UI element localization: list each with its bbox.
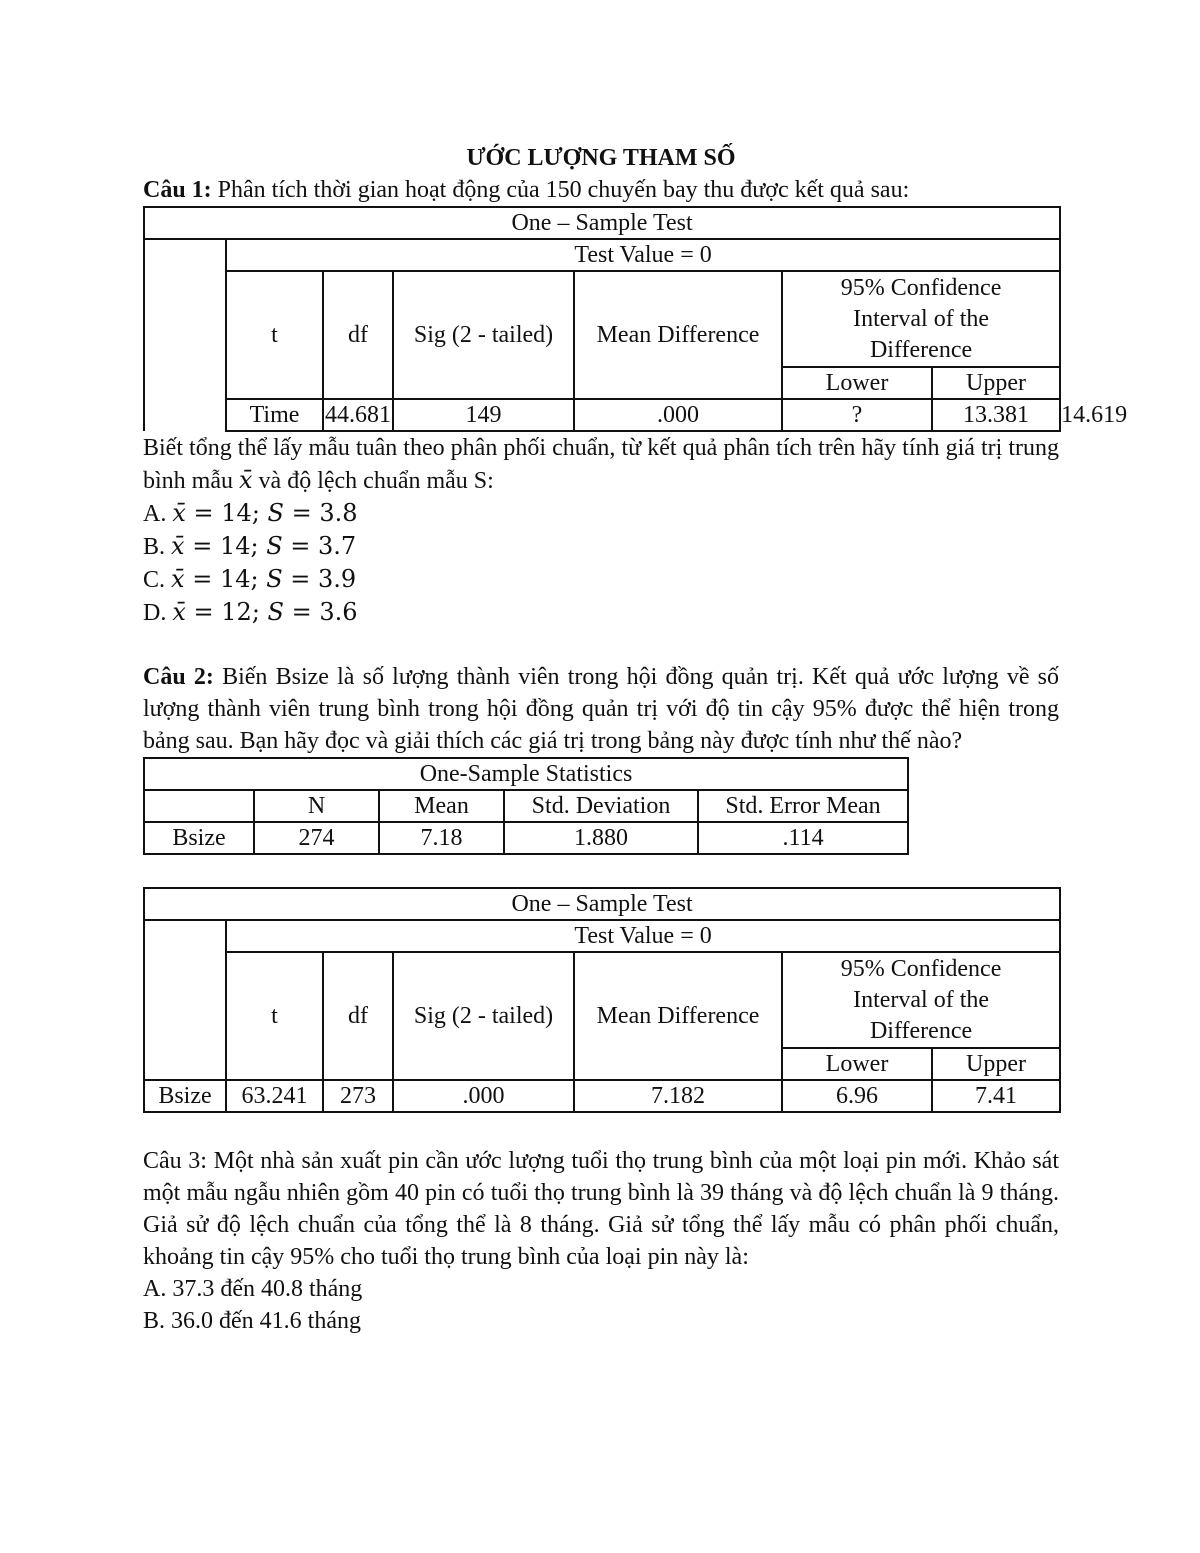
cell-lower: 13.381 bbox=[932, 399, 1060, 431]
table-row bbox=[144, 822, 908, 854]
table-row bbox=[144, 1080, 1060, 1112]
q2-one-sample-test-table bbox=[143, 887, 1061, 1113]
header-df: df bbox=[323, 271, 393, 399]
cell-mean-difference: 7.182 bbox=[574, 1080, 782, 1112]
option-xbar: 14 bbox=[219, 532, 251, 560]
option-letter: B. bbox=[143, 534, 166, 560]
xbar-symbol: x̄ bbox=[239, 466, 253, 494]
option-xbar: 14 bbox=[221, 499, 252, 527]
row-name: Bsize bbox=[144, 1080, 226, 1112]
answer-option-a: A. x̄ = 14; S = 3.8 bbox=[143, 499, 358, 527]
ci-line-2: Interval of the bbox=[853, 305, 990, 332]
header-upper: Upper bbox=[932, 367, 1060, 399]
header-n: N bbox=[254, 790, 379, 822]
cell-lower: 6.96 bbox=[782, 1080, 932, 1112]
cell-n: 274 bbox=[254, 822, 379, 854]
table-title: One – Sample Test bbox=[144, 888, 1060, 920]
cell-sig: .000 bbox=[574, 399, 782, 431]
header-lower: Lower bbox=[782, 1048, 932, 1080]
ci-line-1: 95% Confidence bbox=[840, 274, 1002, 301]
cell-upper: 7.41 bbox=[932, 1080, 1060, 1112]
test-value-header: Test Value = 0 bbox=[226, 239, 1060, 271]
question-2-label: Câu 2: bbox=[143, 664, 214, 690]
header-confidence-interval bbox=[782, 271, 1060, 367]
ci-line-3: Difference bbox=[869, 336, 973, 363]
answer-option-b: B. x̄ = 14; S = 3.7 bbox=[143, 532, 357, 560]
question-1-label: Câu 1: bbox=[143, 177, 212, 203]
header-mean: Mean bbox=[379, 790, 504, 822]
row-name: Time bbox=[226, 399, 323, 431]
answer-option-a: A. 37.3 đến 40.8 tháng bbox=[143, 1276, 363, 1302]
cell-sig: .000 bbox=[393, 1080, 574, 1112]
q2-one-sample-statistics-table bbox=[143, 757, 909, 855]
spacer bbox=[143, 629, 1059, 661]
option-letter: A. bbox=[143, 501, 167, 527]
cell-df: 273 bbox=[323, 1080, 393, 1112]
row-label-header bbox=[144, 790, 254, 822]
question-2-text: Biến Bsize là số lượng thành viên trong hội đồng quản trị. Kết quả ước lượng về số lượng thành viên trung bình trong hội đồng quản trị với độ tin cậy 95% được thể hiện trong bảng sau. Bạn hãy đọc và giải thích các giá trị trong bảng này được tính như thế nào? bbox=[143, 664, 1060, 754]
test-value-header: Test Value = 0 bbox=[226, 920, 1060, 952]
header-confidence-interval bbox=[782, 952, 1060, 1048]
ci-line-2: Interval of the bbox=[853, 986, 990, 1013]
header-sig: Sig (2 - tailed) bbox=[393, 271, 574, 399]
header-std-error-mean: Std. Error Mean bbox=[698, 790, 908, 822]
cell-t: 63.241 bbox=[226, 1080, 323, 1112]
header-t: t bbox=[226, 952, 323, 1080]
question-3-text: Câu 3: Một nhà sản xuất pin cần ước lượng tuổi thọ trung bình của một loại pin mới. Khảo sát một mẫu ngẫu nhiên gồm 40 pin có tuổi thọ trung bình là 39 tháng và độ lệch chuẩn là 9 tháng. Giả sử độ lệch chuẩn của tổng thể là 8 tháng. Giả sử tổng thể lấy mẫu có phân phối chuẩn, khoảng tin cậy 95% cho tuổi thọ trung bình của loại pin này là: bbox=[143, 1148, 1059, 1270]
row-label-header bbox=[144, 239, 226, 431]
header-mean-difference: Mean Difference bbox=[574, 952, 782, 1080]
option-letter: D. bbox=[143, 600, 167, 626]
answer-option-b: B. 36.0 đến 41.6 tháng bbox=[143, 1308, 361, 1334]
cell-df: 149 bbox=[393, 399, 574, 431]
table-row: Time 44.681 149 .000 ? 13.381 14.619 bbox=[144, 399, 1060, 431]
question-2-intro bbox=[143, 661, 1059, 757]
prompt-text-end: và độ lệch chuẩn mẫu S: bbox=[252, 468, 494, 494]
row-name: Bsize bbox=[144, 822, 254, 854]
ci-line-1: 95% Confidence bbox=[840, 955, 1002, 982]
header-std-deviation: Std. Deviation bbox=[504, 790, 698, 822]
header-lower: Lower bbox=[782, 367, 932, 399]
question-1-intro bbox=[143, 174, 1059, 206]
option-letter: C. bbox=[143, 567, 166, 593]
cell-mean-difference: ? bbox=[782, 399, 932, 431]
prompt-text: Biết tổng thể lấy mẫu tuân theo phân phối chuẩn, từ kết quả phân tích trên hãy tính giá trị trung bình mẫu bbox=[143, 435, 1059, 494]
table-title: One – Sample Test bbox=[144, 207, 1060, 239]
table-title: One-Sample Statistics bbox=[144, 758, 908, 790]
option-xbar: 14 bbox=[219, 565, 251, 593]
option-xbar: 12 bbox=[221, 598, 252, 626]
option-s: 3.7 bbox=[318, 532, 357, 560]
header-mean-difference: Mean Difference bbox=[574, 271, 782, 399]
cell-std-error-mean: .114 bbox=[698, 822, 908, 854]
document-title: ƯỚC LƯỢNG THAM SỐ bbox=[466, 145, 736, 171]
cell-std-deviation: 1.880 bbox=[504, 822, 698, 854]
header-sig: Sig (2 - tailed) bbox=[393, 952, 574, 1080]
header-upper: Upper bbox=[932, 1048, 1060, 1080]
row-label-header bbox=[144, 920, 226, 1080]
option-s: 3.6 bbox=[319, 598, 358, 626]
q1-one-sample-test-table bbox=[143, 206, 1128, 432]
ci-line-3: Difference bbox=[869, 1017, 973, 1044]
spacer bbox=[143, 855, 1059, 887]
question-1-text: Phân tích thời gian hoạt động của 150 chuyến bay thu được kết quả sau: bbox=[211, 177, 910, 203]
document-page bbox=[143, 142, 1128, 1337]
answer-option-d: D. x̄ = 12; S = 3.6 bbox=[143, 598, 358, 626]
option-s: 3.9 bbox=[318, 565, 357, 593]
header-t: t bbox=[226, 271, 323, 399]
header-df: df bbox=[323, 952, 393, 1080]
option-s: 3.8 bbox=[319, 499, 358, 527]
question-1-prompt bbox=[143, 432, 1059, 497]
cell-mean: 7.18 bbox=[379, 822, 504, 854]
answer-option-c: C. x̄ = 14; S = 3.9 bbox=[143, 565, 357, 593]
spacer bbox=[143, 1113, 1059, 1145]
cell-t: 44.681 bbox=[323, 399, 393, 431]
